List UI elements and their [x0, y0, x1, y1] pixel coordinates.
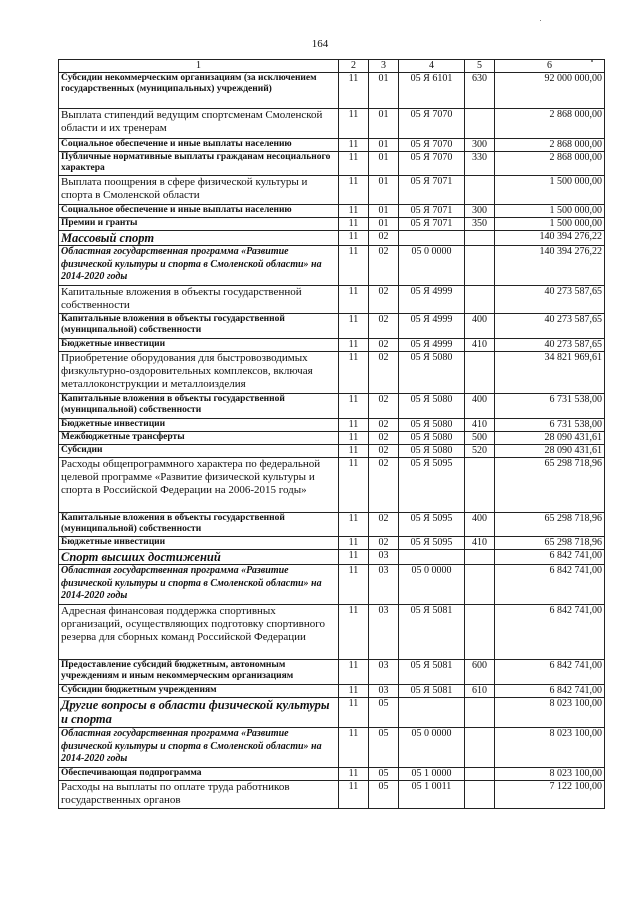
amount-cell: 65 298 718,96	[495, 513, 605, 537]
subsection-code-cell: 02	[369, 445, 399, 458]
expense-type-cell	[465, 109, 495, 139]
row-name-cell: Областная государственная программа «Развитие физической культуры и спорта в Смоленской области» на 2014-2020 годы	[59, 565, 339, 605]
expense-type-cell	[465, 605, 495, 660]
column-header: 4	[399, 60, 465, 73]
subsection-code-cell: 02	[369, 231, 399, 246]
row-name-cell: Субсидии некоммерческим организациям (за исключением государственных (муниципальных) учреждений)	[59, 73, 339, 109]
amount-cell: 7 122 100,00	[495, 781, 605, 809]
target-article-cell: 05 Я 5095	[399, 458, 465, 513]
column-header: 2	[339, 60, 369, 73]
section-code-cell: 11	[339, 660, 369, 685]
section-code-cell: 11	[339, 565, 369, 605]
subsection-code-cell: 02	[369, 513, 399, 537]
subsection-code-cell: 02	[369, 339, 399, 352]
table-row	[59, 432, 605, 445]
subsection-code-cell: 03	[369, 565, 399, 605]
amount-cell: 8 023 100,00	[495, 698, 605, 728]
row-name-cell: Бюджетные инвестиции	[59, 537, 339, 550]
section-code-cell: 11	[339, 286, 369, 314]
subsection-code-cell: 02	[369, 419, 399, 432]
subsection-code-cell: 02	[369, 314, 399, 339]
subsection-code-cell: 05	[369, 728, 399, 768]
column-header: 1	[59, 60, 339, 73]
target-article-cell: 05 0 0000	[399, 565, 465, 605]
target-article-cell: 05 Я 5081	[399, 660, 465, 685]
subsection-code-cell: 02	[369, 537, 399, 550]
section-code-cell: 11	[339, 458, 369, 513]
expense-type-cell	[465, 176, 495, 205]
expense-type-cell: 520	[465, 445, 495, 458]
table-row	[59, 286, 605, 314]
section-code-cell: 11	[339, 176, 369, 205]
expense-type-cell: 500	[465, 432, 495, 445]
section-code-cell: 11	[339, 419, 369, 432]
column-header: 5	[465, 60, 495, 73]
row-name-cell: Приобретение оборудования для быстровозводимых физкультурно-оздоровительных комплексов, включая металлоконструкции и металлоизделия	[59, 352, 339, 394]
expense-type-cell	[465, 768, 495, 781]
amount-cell: 92 000 000,00	[495, 73, 605, 109]
row-name-cell: Социальное обеспечение и иные выплаты населению	[59, 139, 339, 152]
row-name-cell: Областная государственная программа «Развитие физической культуры и спорта в Смоленской области» на 2014-2020 годы	[59, 728, 339, 768]
section-code-cell: 11	[339, 537, 369, 550]
section-code-cell: 11	[339, 246, 369, 286]
table-row	[59, 73, 605, 109]
subsection-code-cell: 02	[369, 286, 399, 314]
table-row	[59, 231, 605, 246]
target-article-cell: 05 1 0011	[399, 781, 465, 809]
budget-table	[58, 59, 605, 809]
expense-type-cell: 400	[465, 513, 495, 537]
row-name-cell: Расходы на выплаты по оплате труда работников государственных органов	[59, 781, 339, 809]
table-row	[59, 565, 605, 605]
section-code-cell: 11	[339, 205, 369, 218]
target-article-cell: 05 Я 5080	[399, 394, 465, 419]
expense-type-cell	[465, 458, 495, 513]
expense-type-cell: 410	[465, 339, 495, 352]
table-row	[59, 660, 605, 685]
expense-type-cell	[465, 352, 495, 394]
subsection-code-cell: 02	[369, 394, 399, 419]
target-article-cell: 05 Я 5080	[399, 432, 465, 445]
expense-type-cell	[465, 728, 495, 768]
row-name-cell: Публичные нормативные выплаты гражданам несоциального характера	[59, 152, 339, 176]
target-article-cell: 05 Я 5095	[399, 513, 465, 537]
target-article-cell: 05 Я 7070	[399, 152, 465, 176]
amount-cell: 6 842 741,00	[495, 605, 605, 660]
expense-type-cell: 610	[465, 685, 495, 698]
table-row	[59, 458, 605, 513]
amount-cell: 65 298 718,96	[495, 458, 605, 513]
amount-cell: 40 273 587,65	[495, 286, 605, 314]
row-name-cell: Капитальные вложения в объекты государственной (муниципальной) собственности	[59, 394, 339, 419]
target-article-cell: 05 Я 7071	[399, 205, 465, 218]
amount-cell: 6 842 741,00	[495, 550, 605, 565]
subsection-code-cell: 03	[369, 660, 399, 685]
subsection-code-cell: 01	[369, 152, 399, 176]
amount-cell: 28 090 431,61	[495, 432, 605, 445]
table-row	[59, 781, 605, 809]
target-article-cell	[399, 698, 465, 728]
page-number: 164	[311, 38, 329, 50]
amount-cell: 6 842 741,00	[495, 685, 605, 698]
section-code-cell: 11	[339, 152, 369, 176]
section-code-cell: 11	[339, 352, 369, 394]
section-code-cell: 11	[339, 445, 369, 458]
expense-type-cell	[465, 231, 495, 246]
table-row	[59, 339, 605, 352]
table-row	[59, 728, 605, 768]
section-code-cell: 11	[339, 139, 369, 152]
row-name-cell: Капитальные вложения в объекты государственной (муниципальной) собственности	[59, 513, 339, 537]
expense-type-cell	[465, 565, 495, 605]
expense-type-cell: 600	[465, 660, 495, 685]
table-row	[59, 445, 605, 458]
target-article-cell: 05 Я 7071	[399, 176, 465, 205]
row-name-cell: Расходы общепрограммного характера по федеральной целевой программе «Развитие физической культуры и спорта в Российской Федерации на 2006-2015 годы»	[59, 458, 339, 513]
target-article-cell	[399, 550, 465, 565]
amount-cell: 140 394 276,22	[495, 246, 605, 286]
subsection-code-cell: 01	[369, 218, 399, 231]
expense-type-cell: 400	[465, 314, 495, 339]
row-name-cell: Бюджетные инвестиции	[59, 419, 339, 432]
column-header: 3	[369, 60, 399, 73]
row-name-cell: Спорт высших достижений	[59, 550, 339, 565]
row-name-cell: Бюджетные инвестиции	[59, 339, 339, 352]
amount-cell: 40 273 587,65	[495, 339, 605, 352]
subsection-code-cell: 01	[369, 109, 399, 139]
subsection-code-cell: 01	[369, 176, 399, 205]
row-name-cell: Другие вопросы в области физической культуры и спорта	[59, 698, 339, 728]
target-article-cell: 05 Я 6101	[399, 73, 465, 109]
expense-type-cell	[465, 246, 495, 286]
subsection-code-cell: 01	[369, 139, 399, 152]
subsection-code-cell: 02	[369, 458, 399, 513]
row-name-cell: Социальное обеспечение и иные выплаты населению	[59, 205, 339, 218]
table-row	[59, 218, 605, 231]
expense-type-cell: 350	[465, 218, 495, 231]
subsection-code-cell: 01	[369, 205, 399, 218]
amount-cell: 2 868 000,00	[495, 139, 605, 152]
subsection-code-cell: 05	[369, 781, 399, 809]
table-row	[59, 352, 605, 394]
subsection-code-cell: 02	[369, 352, 399, 394]
row-name-cell: Субсидии	[59, 445, 339, 458]
amount-cell: 140 394 276,22	[495, 231, 605, 246]
amount-cell: 6 731 538,00	[495, 394, 605, 419]
target-article-cell: 05 Я 5095	[399, 537, 465, 550]
expense-type-cell: 300	[465, 139, 495, 152]
target-article-cell: 05 Я 4999	[399, 314, 465, 339]
table-row	[59, 550, 605, 565]
amount-cell: 8 023 100,00	[495, 728, 605, 768]
section-code-cell: 11	[339, 513, 369, 537]
amount-cell: 34 821 969,61	[495, 352, 605, 394]
table-row	[59, 685, 605, 698]
amount-cell: 6 731 538,00	[495, 419, 605, 432]
table-row	[59, 513, 605, 537]
row-name-cell: Обеспечивающая подпрограмма	[59, 768, 339, 781]
row-name-cell: Выплата стипендий ведущим спортсменам Смоленской области и их тренерам	[59, 109, 339, 139]
section-code-cell: 11	[339, 728, 369, 768]
scan-speck	[591, 60, 593, 62]
amount-cell: 2 868 000,00	[495, 109, 605, 139]
table-row	[59, 205, 605, 218]
amount-cell: 1 500 000,00	[495, 176, 605, 205]
amount-cell: 6 842 741,00	[495, 660, 605, 685]
table-body	[59, 73, 605, 809]
target-article-cell: 05 Я 4999	[399, 286, 465, 314]
expense-type-cell: 330	[465, 152, 495, 176]
row-name-cell: Межбюджетные трансферты	[59, 432, 339, 445]
table-row	[59, 419, 605, 432]
table-row	[59, 139, 605, 152]
amount-cell: 1 500 000,00	[495, 218, 605, 231]
subsection-code-cell: 05	[369, 768, 399, 781]
target-article-cell: 05 Я 5081	[399, 685, 465, 698]
expense-type-cell: 410	[465, 419, 495, 432]
section-code-cell: 11	[339, 781, 369, 809]
target-article-cell: 05 Я 7070	[399, 139, 465, 152]
table-row	[59, 394, 605, 419]
table-row	[59, 246, 605, 286]
subsection-code-cell: 02	[369, 432, 399, 445]
amount-cell: 1 500 000,00	[495, 205, 605, 218]
subsection-code-cell: 03	[369, 605, 399, 660]
table-row	[59, 176, 605, 205]
table-row	[59, 152, 605, 176]
row-name-cell: Капитальные вложения в объекты государственной собственности	[59, 286, 339, 314]
section-code-cell: 11	[339, 394, 369, 419]
target-article-cell: 05 Я 7070	[399, 109, 465, 139]
scan-speck	[540, 20, 541, 21]
section-code-cell: 11	[339, 550, 369, 565]
section-code-cell: 11	[339, 685, 369, 698]
target-article-cell: 05 Я 5081	[399, 605, 465, 660]
expense-type-cell	[465, 550, 495, 565]
row-name-cell: Областная государственная программа «Развитие физической культуры и спорта в Смоленской области» на 2014-2020 годы	[59, 246, 339, 286]
target-article-cell: 05 Я 7071	[399, 218, 465, 231]
row-name-cell: Субсидии бюджетным учреждениям	[59, 685, 339, 698]
expense-type-cell: 400	[465, 394, 495, 419]
subsection-code-cell: 03	[369, 550, 399, 565]
target-article-cell: 05 0 0000	[399, 728, 465, 768]
target-article-cell	[399, 231, 465, 246]
section-code-cell: 11	[339, 768, 369, 781]
table-row	[59, 698, 605, 728]
row-name-cell: Предоставление субсидий бюджетным, автономным учреждениям и иным некоммерческим организациям	[59, 660, 339, 685]
target-article-cell: 05 Я 5080	[399, 352, 465, 394]
section-code-cell: 11	[339, 605, 369, 660]
table-row	[59, 537, 605, 550]
section-code-cell: 11	[339, 73, 369, 109]
subsection-code-cell: 02	[369, 246, 399, 286]
expense-type-cell: 300	[465, 205, 495, 218]
column-header: 6	[495, 60, 605, 73]
section-code-cell: 11	[339, 231, 369, 246]
amount-cell: 65 298 718,96	[495, 537, 605, 550]
section-code-cell: 11	[339, 218, 369, 231]
row-name-cell: Массовый спорт	[59, 231, 339, 246]
expense-type-cell: 410	[465, 537, 495, 550]
row-name-cell: Выплата поощрения в сфере физической культуры и спорта в Смоленской области	[59, 176, 339, 205]
table-row	[59, 605, 605, 660]
amount-cell: 8 023 100,00	[495, 768, 605, 781]
section-code-cell: 11	[339, 314, 369, 339]
expense-type-cell	[465, 781, 495, 809]
target-article-cell: 05 Я 4999	[399, 339, 465, 352]
row-name-cell: Капитальные вложения в объекты государственной (муниципальной) собственности	[59, 314, 339, 339]
table-row	[59, 314, 605, 339]
amount-cell: 6 842 741,00	[495, 565, 605, 605]
row-name-cell: Премии и гранты	[59, 218, 339, 231]
subsection-code-cell: 05	[369, 698, 399, 728]
amount-cell: 40 273 587,65	[495, 314, 605, 339]
expense-type-cell	[465, 286, 495, 314]
amount-cell: 28 090 431,61	[495, 445, 605, 458]
target-article-cell: 05 1 0000	[399, 768, 465, 781]
expense-type-cell	[465, 698, 495, 728]
amount-cell: 2 868 000,00	[495, 152, 605, 176]
section-code-cell: 11	[339, 339, 369, 352]
section-code-cell: 11	[339, 698, 369, 728]
table-row	[59, 768, 605, 781]
table-row	[59, 109, 605, 139]
target-article-cell: 05 0 0000	[399, 246, 465, 286]
expense-type-cell: 630	[465, 73, 495, 109]
target-article-cell: 05 Я 5080	[399, 445, 465, 458]
header-row	[59, 60, 605, 73]
target-article-cell: 05 Я 5080	[399, 419, 465, 432]
subsection-code-cell: 01	[369, 73, 399, 109]
subsection-code-cell: 03	[369, 685, 399, 698]
section-code-cell: 11	[339, 109, 369, 139]
row-name-cell: Адресная финансовая поддержка спортивных организаций, осуществляющих подготовку спортивного резерва для сборных команд Российской Федерации	[59, 605, 339, 660]
section-code-cell: 11	[339, 432, 369, 445]
